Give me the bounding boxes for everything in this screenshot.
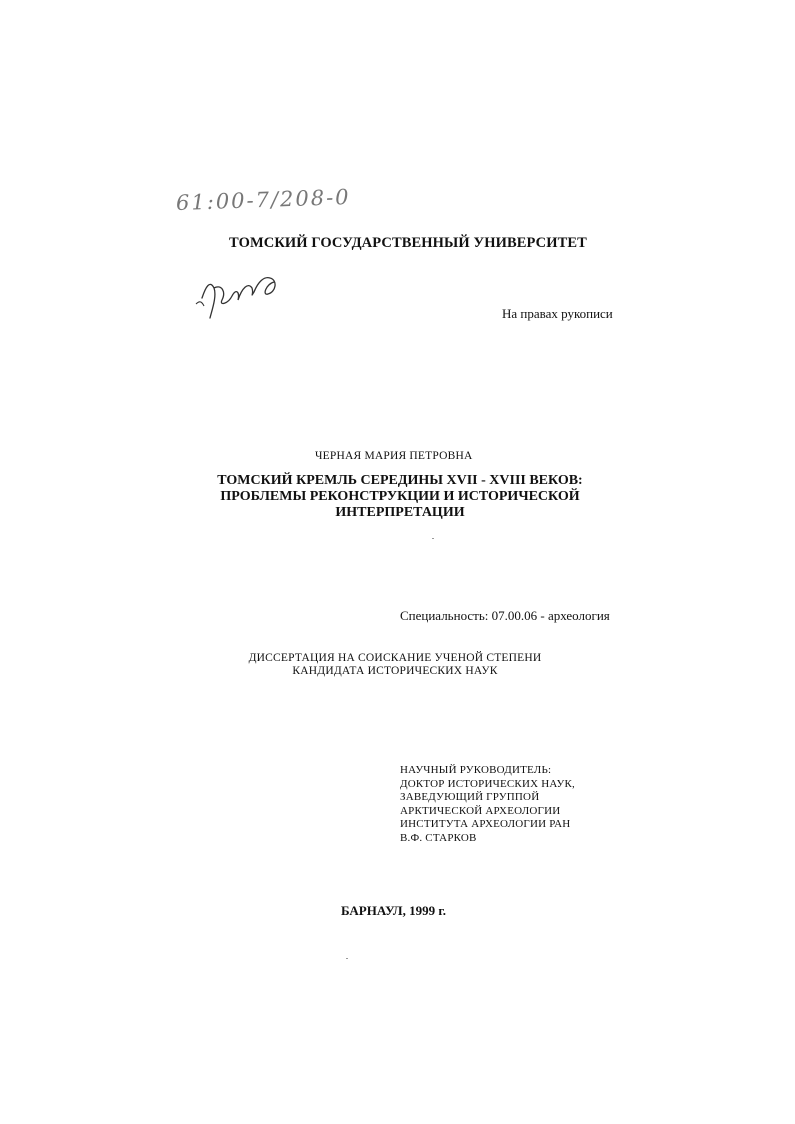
- advisor-line: НАУЧНЫЙ РУКОВОДИТЕЛЬ:: [400, 764, 552, 776]
- advisor-line: ИНСТИТУТА АРХЕОЛОГИИ РАН: [400, 818, 571, 830]
- scan-speck: [346, 958, 348, 959]
- university-name: ТОМСКИЙ ГОСУДАРСТВЕННЫЙ УНИВЕРСИТЕТ: [229, 235, 587, 251]
- degree-statement: [200, 652, 590, 678]
- place-and-year: БАРНАУЛ, 1999 г.: [341, 903, 447, 918]
- advisor-line: В.Ф. СТАРКОВ: [400, 831, 477, 844]
- archive-stamp-mark: 61:00-7/208-0: [175, 184, 351, 216]
- scientific-advisor: [400, 764, 575, 845]
- advisor-line: ДОКТОР ИСТОРИЧЕСКИХ НАУК,: [400, 777, 576, 790]
- dissertation-title: [140, 473, 660, 521]
- scan-speck: [432, 538, 434, 539]
- title-line: ТОМСКИЙ КРЕМЛЬ СЕРЕДИНЫ XVII - XVIII ВЕКОВ:: [217, 473, 583, 488]
- author-name: ЧЕРНАЯ МАРИЯ ПЕТРОВНА: [315, 450, 473, 462]
- degree-line: КАНДИДАТА ИСТОРИЧЕСКИХ НАУК: [292, 665, 498, 677]
- specialty: Специальность: 07.00.06 - археология: [400, 608, 610, 623]
- manuscript-rights-note: На правах рукописи: [502, 306, 613, 321]
- handwritten-signature: [192, 258, 287, 324]
- advisor-line: АРКТИЧЕСКОЙ АРХЕОЛОГИИ: [400, 804, 561, 817]
- title-line: ИНТЕРПРЕТАЦИИ: [335, 505, 465, 520]
- advisor-line: ЗАВЕДУЮЩИЙ ГРУППОЙ: [400, 791, 540, 803]
- degree-line: ДИССЕРТАЦИЯ НА СОИСКАНИЕ УЧЕНОЙ СТЕПЕНИ: [248, 652, 542, 664]
- title-line: ПРОБЛЕМЫ РЕКОНСТРУКЦИИ И ИСТОРИЧЕСКОЙ: [220, 489, 580, 504]
